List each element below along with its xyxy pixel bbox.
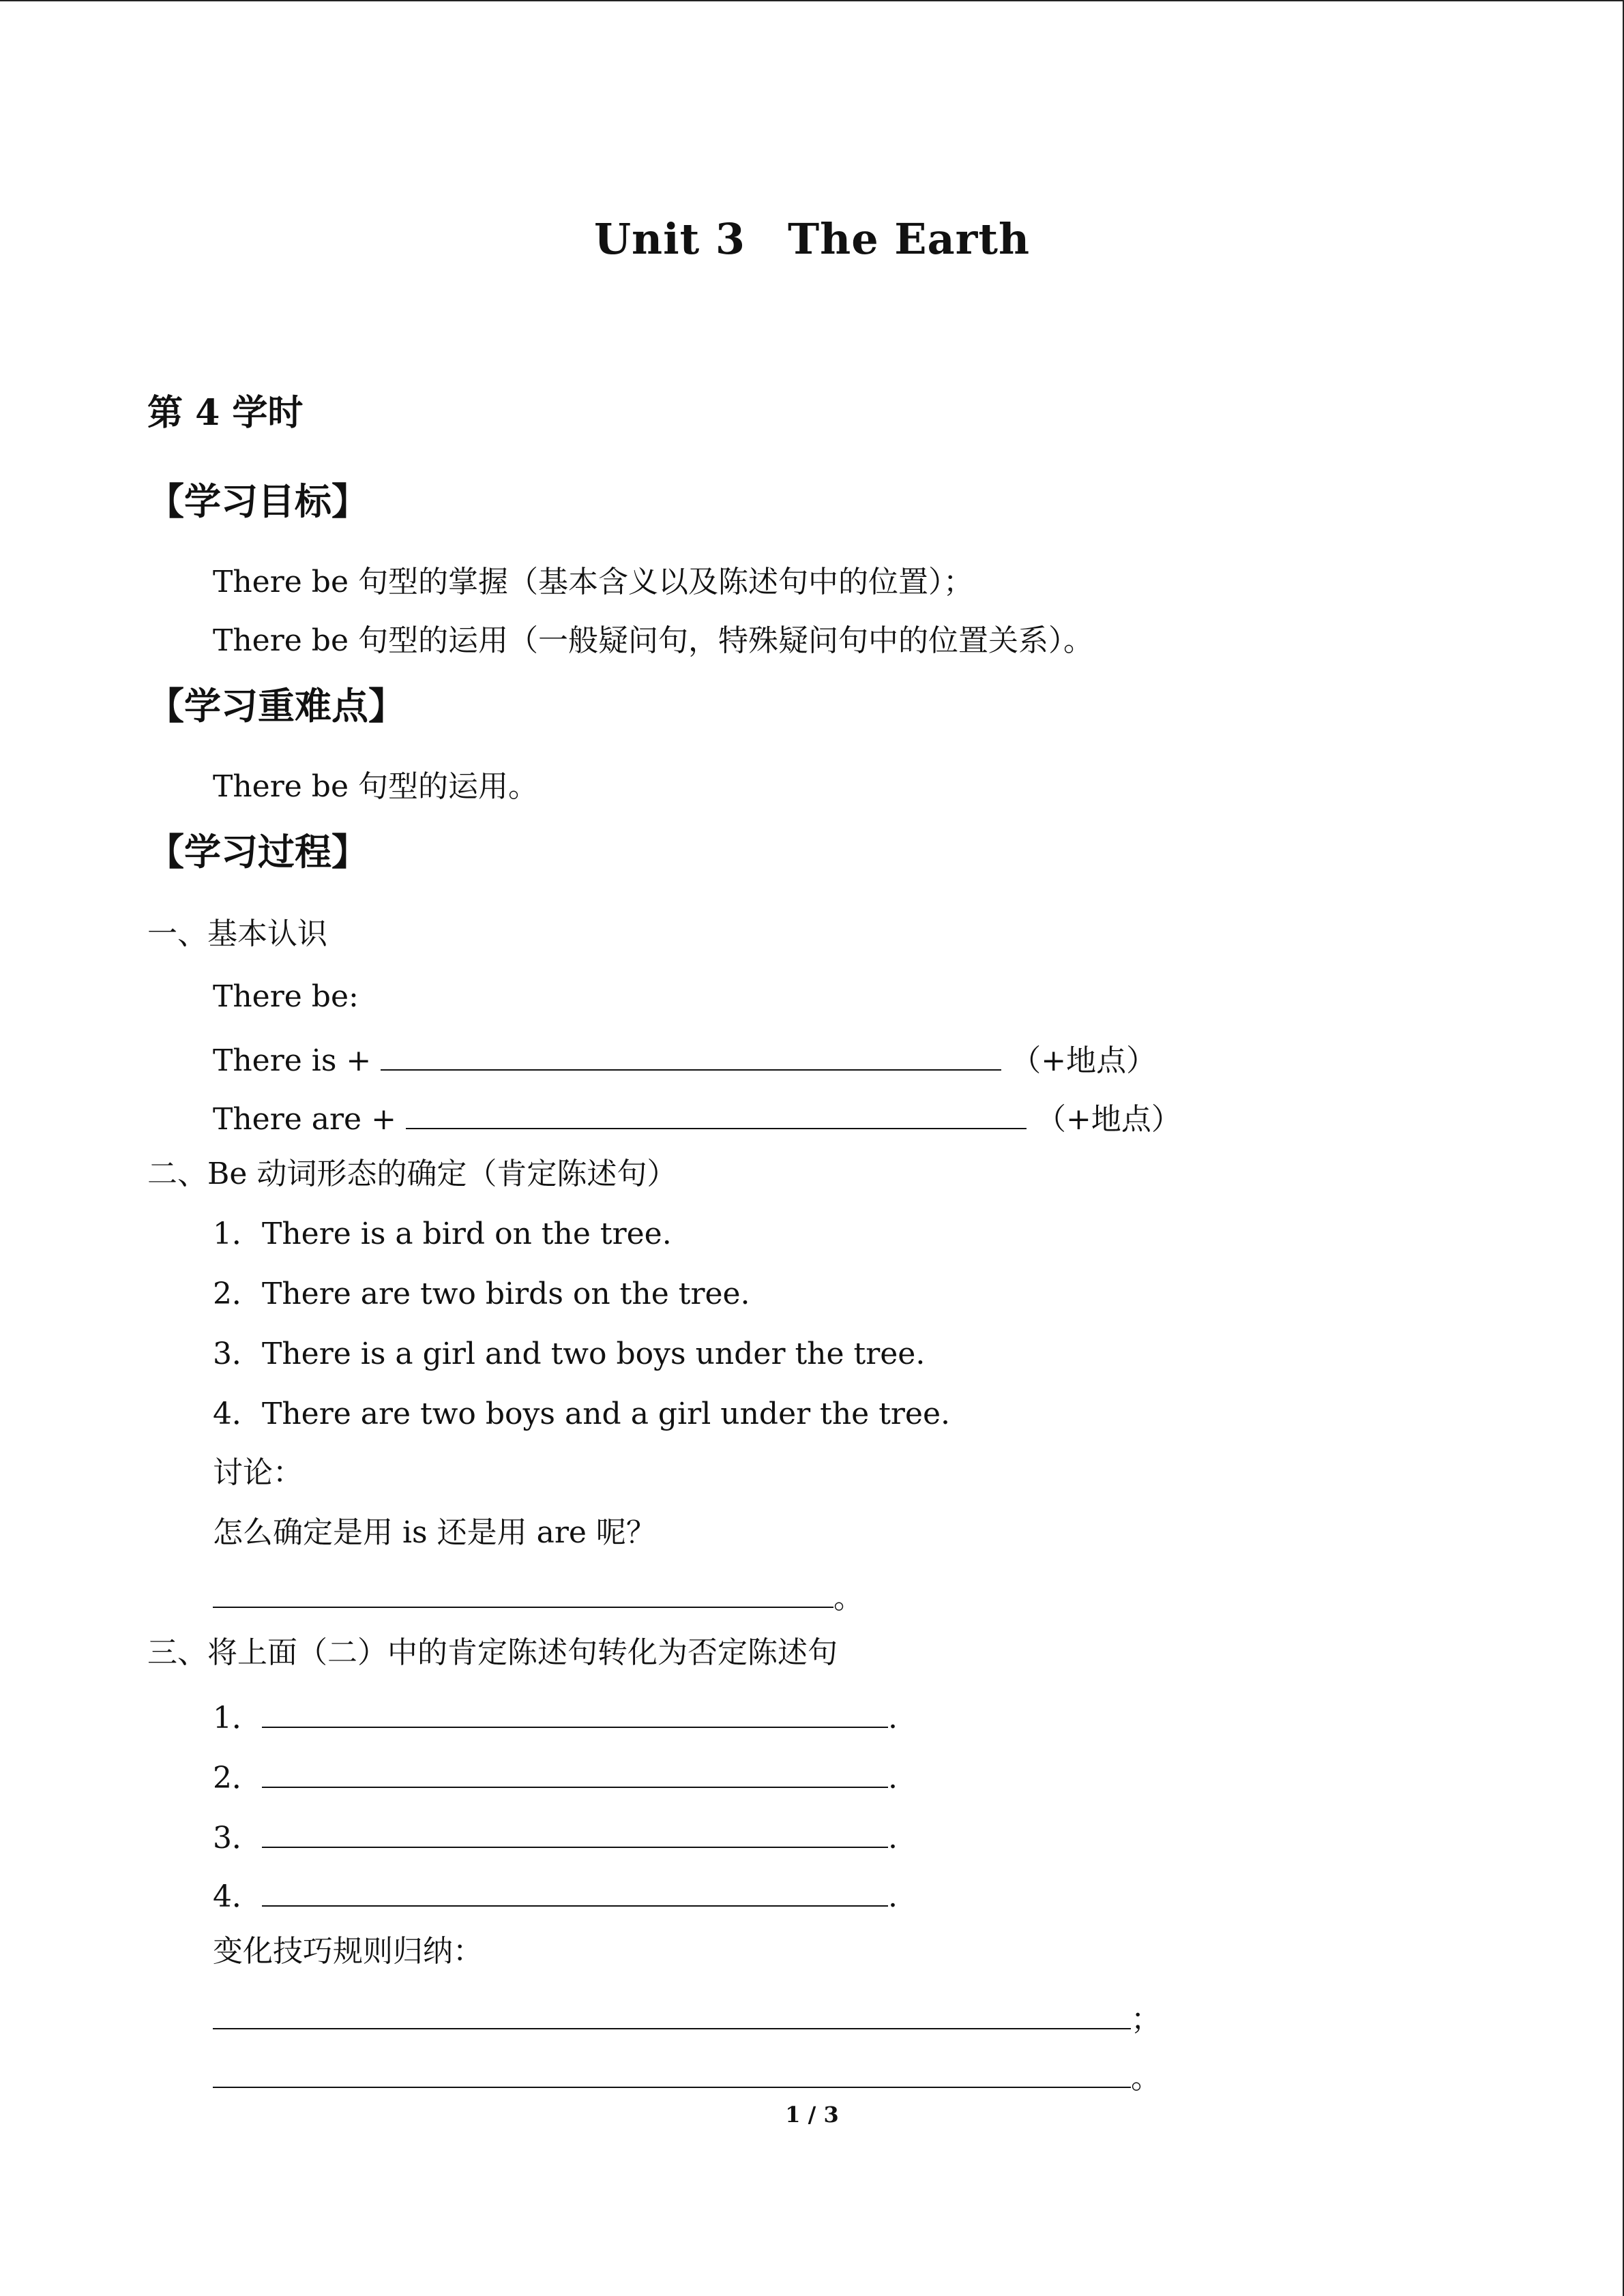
there-are-label: There are + (213, 1102, 396, 1137)
sentence-item (213, 1219, 672, 1249)
sentence-text: There is a girl and two boys under the tree. (262, 1337, 926, 1371)
there-are-blank[interactable] (406, 1099, 1027, 1129)
sentence-number: 1． (213, 1217, 262, 1251)
summary-line (213, 2058, 1161, 2096)
sentence-text: There is a bird on the tree. (262, 1217, 672, 1251)
key-point-text: There be 句型的运用。 (213, 769, 538, 804)
answer-blank[interactable] (262, 1698, 888, 1728)
discuss-answer-row (213, 1578, 863, 1613)
unit-label: Unit 3 (593, 214, 745, 264)
sentence-item (213, 1399, 950, 1429)
sentence-item (213, 1339, 925, 1369)
there-is-blank[interactable] (381, 1041, 1001, 1071)
there-are-place: （+地点） (1035, 1102, 1181, 1137)
goal-item-1: There be 句型的掌握（基本含义以及陈述句中的位置）； (213, 565, 973, 599)
answer-end: . (888, 1821, 898, 1855)
answer-end: . (888, 1879, 898, 1914)
answer-line (213, 1877, 898, 1912)
answer-number: 2． (213, 1761, 262, 1795)
summary-end: 。 (1131, 2061, 1161, 2096)
there-is-place: （+地点） (1011, 1043, 1157, 1078)
part3-heading: 三、将上面（二）中的肯定陈述句转化为否定陈述句 (147, 1635, 838, 1670)
answer-blank[interactable] (262, 1758, 888, 1788)
sentence-text: There are two boys and a girl under the tree. (262, 1397, 950, 1431)
answer-line (213, 1698, 898, 1733)
summary-line (213, 1999, 1161, 2035)
answer-number: 1． (213, 1701, 262, 1735)
answer-line (213, 1818, 898, 1853)
answer-end: . (888, 1761, 898, 1795)
answer-blank[interactable] (262, 1818, 888, 1848)
discuss-label: 讨论： (213, 1455, 303, 1490)
sentence-number: 2． (213, 1277, 262, 1311)
part1-heading: 一、基本认识 (147, 916, 327, 951)
answer-number: 3． (213, 1821, 262, 1855)
answer-number: 4． (213, 1879, 262, 1914)
there-is-row (213, 1041, 1156, 1076)
part2-heading: 二、Be 动词形态的确定（肯定陈述句） (147, 1157, 677, 1191)
summary-end: ； (1131, 2002, 1161, 2037)
summary-blank[interactable] (213, 1999, 1131, 2029)
sentence-number: 4． (213, 1397, 262, 1431)
discuss-question: 怎么确定是用 is 还是用 are 呢？ (213, 1515, 656, 1550)
answer-line (213, 1758, 898, 1793)
discuss-answer-end: 。 (833, 1581, 863, 1615)
sentence-text: There are two birds on the tree. (262, 1277, 750, 1311)
page-number: 1 / 3 (785, 2102, 839, 2128)
section-goals-heading: 【学习目标】 (147, 479, 368, 523)
goal-item-2: There be 句型的运用（一般疑问句，特殊疑问句中的位置关系）。 (213, 623, 1093, 658)
section-keypoints-heading: 【学习重难点】 (147, 684, 405, 728)
sentence-number: 3． (213, 1337, 262, 1371)
there-be-label: There be: (213, 979, 359, 1014)
unit-name: The Earth (788, 214, 1031, 264)
answer-blank[interactable] (262, 1877, 888, 1907)
summary-blank[interactable] (213, 2058, 1131, 2088)
page-title (0, 214, 1624, 264)
lesson-label: 第 4 学时 (147, 392, 304, 434)
sentence-item (213, 1279, 750, 1309)
there-are-row (213, 1099, 1181, 1135)
discuss-answer-blank[interactable] (213, 1578, 833, 1608)
section-process-heading: 【学习过程】 (147, 830, 368, 874)
summary-label: 变化技巧规则归纳： (213, 1934, 483, 1969)
there-is-label: There is + (213, 1043, 372, 1078)
answer-end: . (888, 1701, 898, 1735)
